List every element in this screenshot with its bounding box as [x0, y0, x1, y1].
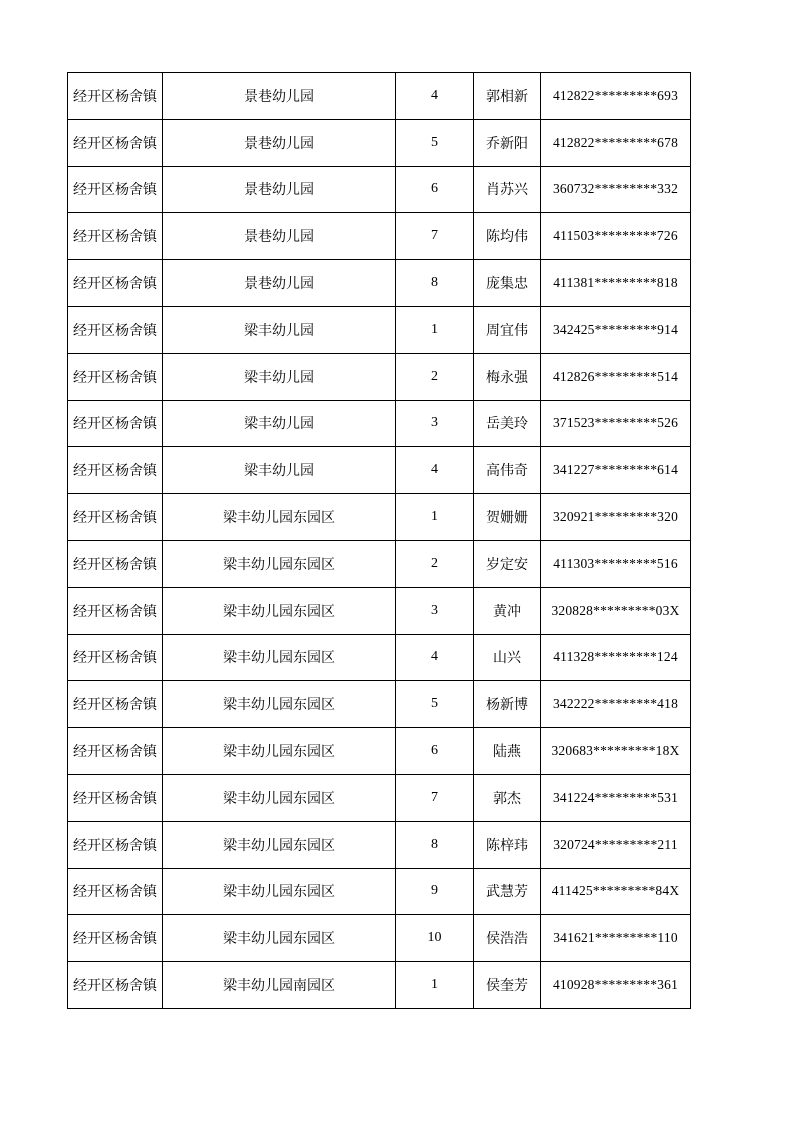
table-row	[68, 119, 691, 166]
table-row	[68, 540, 691, 587]
person-name-cell: 杨新博	[474, 681, 541, 728]
school-cell: 梁丰幼儿园东园区	[163, 681, 396, 728]
school-cell: 梁丰幼儿园南园区	[163, 962, 396, 1009]
school-cell: 景巷幼儿园	[163, 260, 396, 307]
school-cell: 景巷幼儿园	[163, 213, 396, 260]
person-name-cell: 庞集忠	[474, 260, 541, 307]
sequence-cell: 1	[396, 494, 474, 541]
table-row	[68, 774, 691, 821]
person-name-cell: 郭相新	[474, 73, 541, 120]
table-row	[68, 447, 691, 494]
sequence-cell: 2	[396, 540, 474, 587]
school-cell: 梁丰幼儿园东园区	[163, 915, 396, 962]
id-number-cell: 341224*********531	[541, 774, 691, 821]
person-name-cell: 侯奎芳	[474, 962, 541, 1009]
person-name-cell: 山兴	[474, 634, 541, 681]
sequence-cell: 8	[396, 821, 474, 868]
id-number-cell: 412826*********514	[541, 353, 691, 400]
id-number-cell: 360732*********332	[541, 166, 691, 213]
school-cell: 梁丰幼儿园	[163, 400, 396, 447]
id-number-cell: 411425*********84X	[541, 868, 691, 915]
school-cell: 梁丰幼儿园东园区	[163, 494, 396, 541]
district-cell: 经开区杨舍镇	[68, 634, 163, 681]
sequence-cell: 7	[396, 774, 474, 821]
table-row	[68, 260, 691, 307]
sequence-cell: 4	[396, 447, 474, 494]
id-number-cell: 320921*********320	[541, 494, 691, 541]
table-row	[68, 73, 691, 120]
sequence-cell: 6	[396, 166, 474, 213]
person-name-cell: 肖苏兴	[474, 166, 541, 213]
district-cell: 经开区杨舍镇	[68, 494, 163, 541]
school-cell: 梁丰幼儿园	[163, 353, 396, 400]
id-number-cell: 411503*********726	[541, 213, 691, 260]
person-name-cell: 岳美玲	[474, 400, 541, 447]
school-cell: 梁丰幼儿园东园区	[163, 634, 396, 681]
school-cell: 梁丰幼儿园东园区	[163, 868, 396, 915]
id-number-cell: 410928*********361	[541, 962, 691, 1009]
person-name-cell: 陈均伟	[474, 213, 541, 260]
table-row	[68, 166, 691, 213]
id-number-cell: 411303*********516	[541, 540, 691, 587]
sequence-cell: 4	[396, 73, 474, 120]
district-cell: 经开区杨舍镇	[68, 728, 163, 775]
sequence-cell: 7	[396, 213, 474, 260]
district-cell: 经开区杨舍镇	[68, 868, 163, 915]
school-cell: 梁丰幼儿园东园区	[163, 728, 396, 775]
table-row	[68, 634, 691, 681]
school-cell: 景巷幼儿园	[163, 166, 396, 213]
school-cell: 梁丰幼儿园东园区	[163, 587, 396, 634]
table-row	[68, 728, 691, 775]
table-row	[68, 306, 691, 353]
district-cell: 经开区杨舍镇	[68, 774, 163, 821]
person-name-cell: 陆燕	[474, 728, 541, 775]
district-cell: 经开区杨舍镇	[68, 166, 163, 213]
district-cell: 经开区杨舍镇	[68, 73, 163, 120]
id-number-cell: 341227*********614	[541, 447, 691, 494]
sequence-cell: 5	[396, 681, 474, 728]
district-cell: 经开区杨舍镇	[68, 213, 163, 260]
school-cell: 梁丰幼儿园东园区	[163, 821, 396, 868]
sequence-cell: 8	[396, 260, 474, 307]
district-cell: 经开区杨舍镇	[68, 353, 163, 400]
table-row	[68, 587, 691, 634]
id-number-cell: 341621*********110	[541, 915, 691, 962]
person-name-cell: 梅永强	[474, 353, 541, 400]
school-cell: 梁丰幼儿园东园区	[163, 774, 396, 821]
sequence-cell: 5	[396, 119, 474, 166]
sequence-cell: 1	[396, 306, 474, 353]
table-row	[68, 213, 691, 260]
table-row	[68, 353, 691, 400]
person-name-cell: 岁定安	[474, 540, 541, 587]
sequence-cell: 10	[396, 915, 474, 962]
district-cell: 经开区杨舍镇	[68, 260, 163, 307]
district-cell: 经开区杨舍镇	[68, 447, 163, 494]
school-cell: 景巷幼儿园	[163, 119, 396, 166]
district-cell: 经开区杨舍镇	[68, 821, 163, 868]
sequence-cell: 3	[396, 400, 474, 447]
person-name-cell: 黄冲	[474, 587, 541, 634]
person-name-cell: 郭杰	[474, 774, 541, 821]
district-cell: 经开区杨舍镇	[68, 119, 163, 166]
table-row	[68, 494, 691, 541]
table-row	[68, 868, 691, 915]
person-name-cell: 武慧芳	[474, 868, 541, 915]
sequence-cell: 2	[396, 353, 474, 400]
school-cell: 梁丰幼儿园	[163, 447, 396, 494]
id-number-cell: 342425*********914	[541, 306, 691, 353]
sequence-cell: 9	[396, 868, 474, 915]
roster-table-body	[68, 73, 691, 1009]
district-cell: 经开区杨舍镇	[68, 540, 163, 587]
table-row	[68, 915, 691, 962]
table-row	[68, 962, 691, 1009]
person-name-cell: 侯浩浩	[474, 915, 541, 962]
id-number-cell: 412822*********678	[541, 119, 691, 166]
id-number-cell: 411328*********124	[541, 634, 691, 681]
id-number-cell: 412822*********693	[541, 73, 691, 120]
sequence-cell: 3	[396, 587, 474, 634]
sequence-cell: 6	[396, 728, 474, 775]
person-name-cell: 乔新阳	[474, 119, 541, 166]
id-number-cell: 342222*********418	[541, 681, 691, 728]
school-cell: 梁丰幼儿园东园区	[163, 540, 396, 587]
district-cell: 经开区杨舍镇	[68, 587, 163, 634]
district-cell: 经开区杨舍镇	[68, 400, 163, 447]
person-name-cell: 贺姗姗	[474, 494, 541, 541]
table-row	[68, 681, 691, 728]
roster-table	[67, 72, 691, 1009]
table-row	[68, 400, 691, 447]
district-cell: 经开区杨舍镇	[68, 306, 163, 353]
district-cell: 经开区杨舍镇	[68, 915, 163, 962]
person-name-cell: 陈梓玮	[474, 821, 541, 868]
person-name-cell: 高伟奇	[474, 447, 541, 494]
person-name-cell: 周宜伟	[474, 306, 541, 353]
district-cell: 经开区杨舍镇	[68, 681, 163, 728]
sequence-cell: 4	[396, 634, 474, 681]
district-cell: 经开区杨舍镇	[68, 962, 163, 1009]
id-number-cell: 320683*********18X	[541, 728, 691, 775]
id-number-cell: 320828*********03X	[541, 587, 691, 634]
id-number-cell: 371523*********526	[541, 400, 691, 447]
sequence-cell: 1	[396, 962, 474, 1009]
school-cell: 景巷幼儿园	[163, 73, 396, 120]
id-number-cell: 411381*********818	[541, 260, 691, 307]
school-cell: 梁丰幼儿园	[163, 306, 396, 353]
table-row	[68, 821, 691, 868]
id-number-cell: 320724*********211	[541, 821, 691, 868]
